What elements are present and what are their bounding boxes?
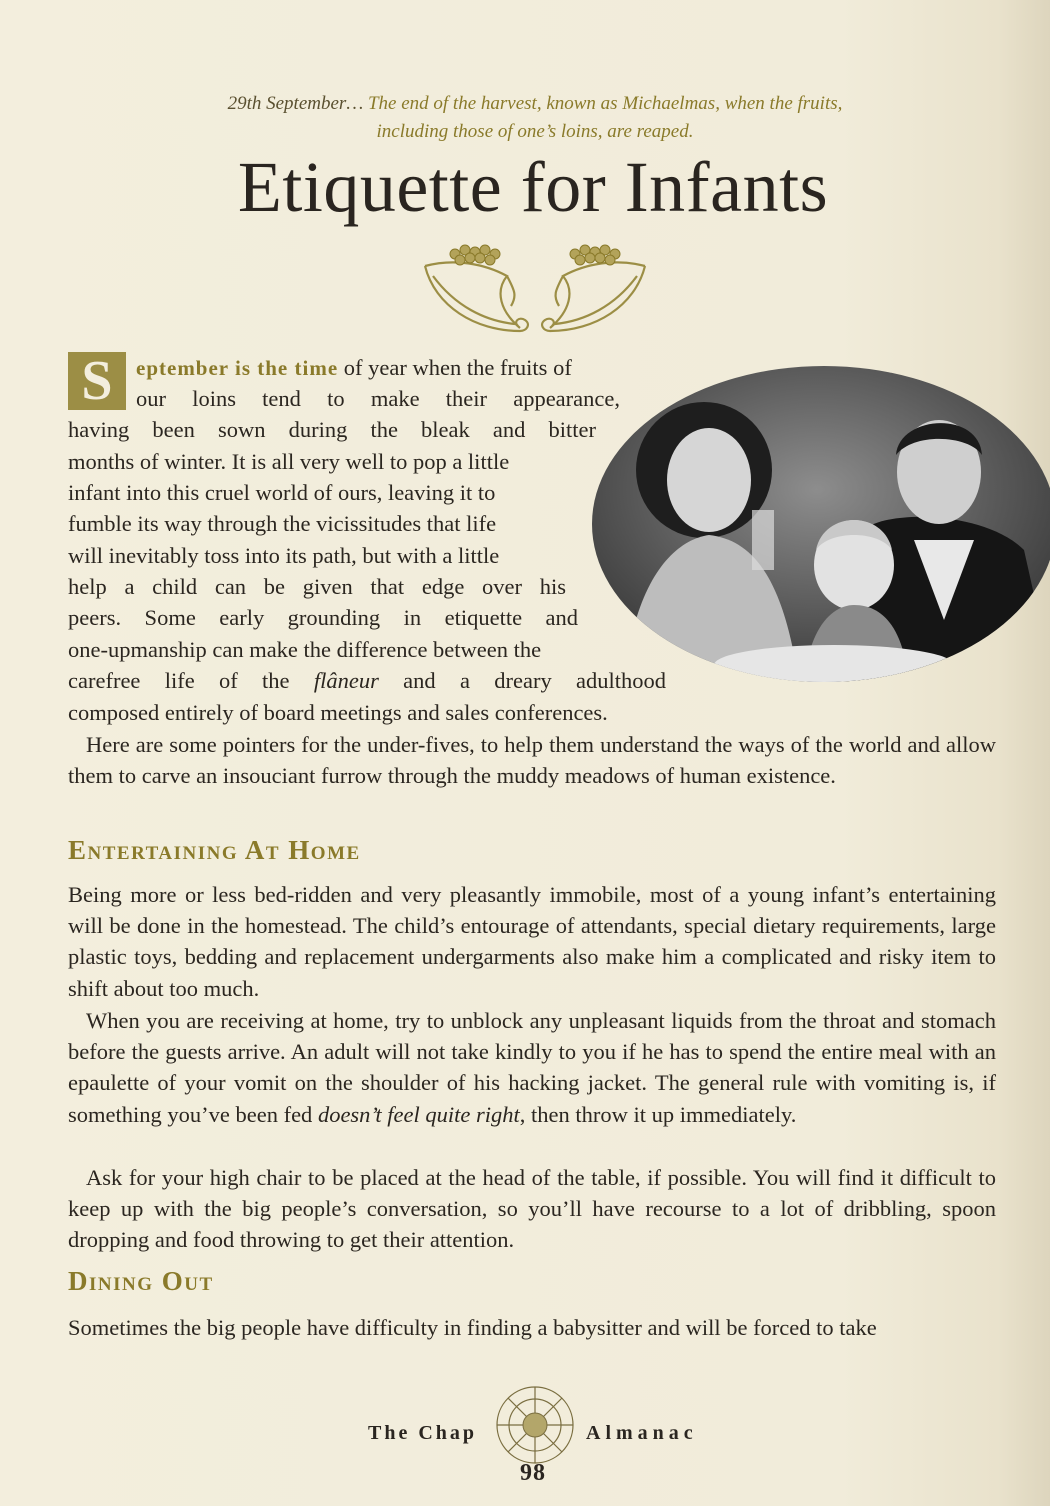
cornucopia-ornament-icon xyxy=(415,236,655,344)
heading-entertaining-at-home: Entertaining At Home xyxy=(68,835,361,865)
heading-dining-out: Dining Out xyxy=(68,1266,214,1296)
epigraph-date: 29th September… xyxy=(227,93,364,114)
intro-line-6: fumble its way through the vicissitudes that life xyxy=(68,511,497,536)
intro-paragraph-2: Here are some pointers for the under-fives, to help them understand the ways of the world and allow them to carve an insouciant furrow through the muddy meadows of human existence. xyxy=(68,732,996,789)
intro-line-5: infant into this cruel world of ours, leaving it to xyxy=(68,480,496,505)
intro-line-2: our loins tend to make their appearance, xyxy=(136,386,620,411)
footer-title-left: The Chap xyxy=(368,1422,478,1444)
intro-line-10: one-upmanship can make the difference between the xyxy=(68,637,542,662)
epigraph xyxy=(130,90,940,146)
intro-line-4: months of winter. It is all very well to pop a little xyxy=(68,449,510,474)
intro-line-1-text: of year when the fruits of xyxy=(338,355,572,380)
entertaining-paragraph-2 xyxy=(68,1005,996,1130)
drop-cap: S xyxy=(68,352,126,410)
intro-line-11-post: and a dreary adulthood xyxy=(378,668,667,693)
entertaining-p2-pre: When you are receiving at home, try to unblock any unpleasant liquids from the throat and stomach before the guests arrive. An adult will not take kindly to you if he has to spend the entire meal with an epaulette of your vomit on the shoulder of his hacking jacket. The general rule with vomiting is, if something you’ve been fed xyxy=(68,1008,996,1127)
intro-flaneur: flâneur xyxy=(313,668,379,693)
intro-line-11-pre: carefree life of the xyxy=(68,668,314,693)
intro-blackletter: eptember is the time xyxy=(136,356,339,380)
intro-line-1 xyxy=(136,352,572,384)
epigraph-line-1 xyxy=(130,90,940,118)
intro-line-11 xyxy=(68,665,666,696)
epigraph-line-2: including those of one’s loins, are reaped. xyxy=(376,121,694,142)
intro-line-3: having been sown during the bleak and bitter xyxy=(68,417,596,442)
dining-paragraph-1: Sometimes the big people have difficulty in finding a babysitter and will be forced to take xyxy=(68,1315,877,1340)
footer-title-right: Almanac xyxy=(586,1422,698,1444)
entertaining-p2-italic: doesn’t feel quite right xyxy=(317,1101,520,1127)
page-number: 98 xyxy=(520,1460,546,1486)
epigraph-text: The end of the harvest, known as Michaelmas, when the fruits, xyxy=(367,93,843,114)
intro-line-9: peers. Some early grounding in etiquette and xyxy=(68,605,578,630)
page-title: Etiquette for Infants xyxy=(237,147,829,227)
intro-line-8: help a child can be given that edge over his xyxy=(68,574,566,599)
almanac-seal-icon xyxy=(494,1384,576,1466)
entertaining-p2-post: , then throw it up immediately. xyxy=(519,1101,797,1127)
entertaining-paragraph-1: Being more or less bed-ridden and very pleasantly immobile, most of a young infant’s entertaining will be done in the homestead. The child’s entourage of attendants, special dietary requirements, large plastic toys, bedding and replacement undergarments also make him a complicated and risky item to shift about too much. xyxy=(68,882,996,1001)
family-photo xyxy=(584,360,1050,684)
intro-line-7: will inevitably toss into its path, but with a little xyxy=(68,543,500,568)
intro-line-12: composed entirely of board meetings and sales conferences. xyxy=(68,700,608,725)
entertaining-paragraph-3: Ask for your high chair to be placed at the head of the table, if possible. You will find it difficult to keep up with the big people’s conversation, so you’ll have recourse to a lot of dribbling, spoon dropping and food throwing to get their attention. xyxy=(68,1165,996,1253)
